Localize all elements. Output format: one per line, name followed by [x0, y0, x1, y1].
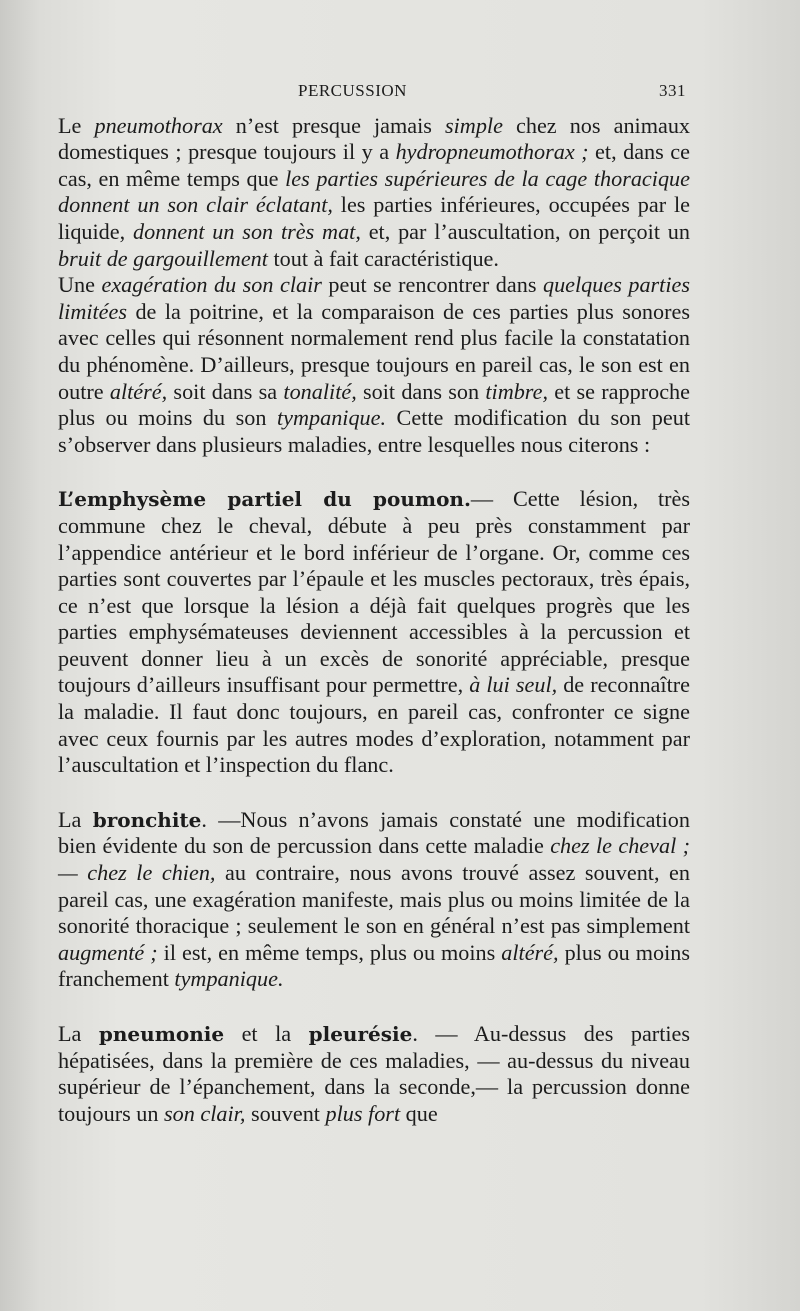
text-run: soit dans son — [356, 378, 486, 404]
italic-text: tympanique. — [174, 966, 284, 992]
text-run: les parties inférieures, occupées par le liquide, — [58, 192, 690, 244]
text-run: La — [58, 1021, 99, 1046]
italic-text: bruit de gargouillement — [58, 245, 268, 271]
italic-text: les parties supérieures de la cage thoracique donnent un son clair éclatant, — [58, 165, 690, 218]
text-run: et la — [224, 1021, 309, 1046]
italic-text: timbre, — [485, 378, 549, 404]
italic-text: hydropneumothorax ; — [395, 139, 589, 165]
text-run: soit dans sa — [167, 378, 284, 404]
italic-text: donnent un son très mat, — [133, 218, 361, 244]
italic-text: augmenté ; — [58, 939, 158, 965]
bold-heading: pneumonie — [98, 1022, 225, 1046]
italic-text: tympanique. — [276, 405, 387, 431]
text-run: de la poitrine, et la comparaison de ces parties plus sonores avec celles qui résonnent normalement rend plus facile la constatation du phénomène. D’ailleurs, presque toujours en pareil cas, le son est en outre — [58, 298, 690, 404]
italic-text: tonalité, — [283, 378, 357, 404]
text-run: . —Nous n’avons jamais constaté une modification bien évidente du son de percussion dans cette maladie — [58, 806, 690, 859]
text-run: Le — [58, 112, 95, 138]
text-run: il est, en même temps, plus ou moins — [157, 939, 502, 965]
text-run: — Cette lésion, très commune chez le cheval, débute à peu près constamment par l’appendice antérieur et le bord inférieur de l’organe. Or, comme ces parties sont couvertes par l’épaule et les muscles pectoraux, très épais, ce n’est que lorsque la lésion a déjà fait quelques progrès que les parties emphysémateuses deviennent accessibles à la percussion et peuvent donner lieu à un excès de sonorité appréciable, presque toujours d’ailleurs insuffisant pour permettre, — [58, 486, 691, 698]
italic-text: altéré, — [109, 378, 168, 404]
running-header — [58, 78, 690, 105]
paragraph — [58, 113, 690, 273]
italic-text: à lui seul, — [469, 672, 558, 698]
text-run: . — Au-dessus des parties hépatisées, dans la première de ces maladies, — au-dessus du niveau supérieur de l’épanchement, dans la seconde,— la percussion donne toujours un — [58, 1021, 690, 1126]
text-run: que — [400, 1100, 438, 1126]
bold-heading: pleurésie — [308, 1022, 413, 1046]
paragraph — [58, 272, 690, 458]
text-run: Une — [58, 272, 102, 298]
bold-heading: L’emphysème partiel du poumon. — [58, 487, 471, 512]
italic-text: quelques parties limitées — [58, 272, 690, 324]
body-text — [58, 113, 690, 1128]
text-run: souvent — [245, 1100, 326, 1126]
bold-heading: bronchite — [92, 807, 202, 832]
paragraph — [58, 807, 690, 993]
text-run: et se rapproche plus ou moins du son — [58, 378, 690, 431]
book-page — [58, 78, 690, 1127]
italic-text: simple — [445, 112, 503, 138]
italic-text: plus fort — [325, 1100, 401, 1126]
text-run: peut se rencontrer dans — [321, 272, 543, 298]
text-run: chez nos animaux domestiques ; presque toujours il y a — [58, 112, 691, 165]
italic-text: exagération du son clair — [101, 272, 322, 298]
text-run: La — [58, 806, 93, 832]
italic-text: chez le cheval ; — chez le chien, — [58, 833, 690, 886]
text-run: de reconnaître la maladie. Il faut donc toujours, en pareil cas, confronter ce signe avec ceux fournis par les autres modes d’exploration, notamment par l’auscultation et l’inspection du flanc. — [58, 672, 690, 778]
italic-text: altéré, — [501, 939, 559, 965]
text-run: plus ou moins franchement — [58, 939, 691, 992]
text-run: et, dans ce cas, en même temps que — [58, 139, 690, 191]
page-number: 331 — [659, 81, 686, 100]
italic-text: son clair, — [164, 1100, 246, 1126]
running-title: PERCUSSION — [298, 81, 407, 100]
text-run: tout à fait caractéristique. — [267, 245, 499, 271]
italic-text: pneumothorax — [94, 112, 223, 138]
paragraph — [58, 1021, 690, 1127]
text-run: n’est presque jamais — [222, 112, 445, 138]
paragraph — [58, 486, 690, 779]
text-run: et, par l’auscultation, on perçoit un — [360, 218, 690, 244]
text-run: Cette modification du son peut s’observer dans plusieurs maladies, entre lesquelles nous citerons : — [58, 405, 690, 457]
text-run: au contraire, nous avons trouvé assez souvent, en pareil cas, une exagération manifeste, mais plus ou moins limitée de la sonorité thoracique ; seulement le son en général n’est pas simplement — [58, 860, 691, 939]
